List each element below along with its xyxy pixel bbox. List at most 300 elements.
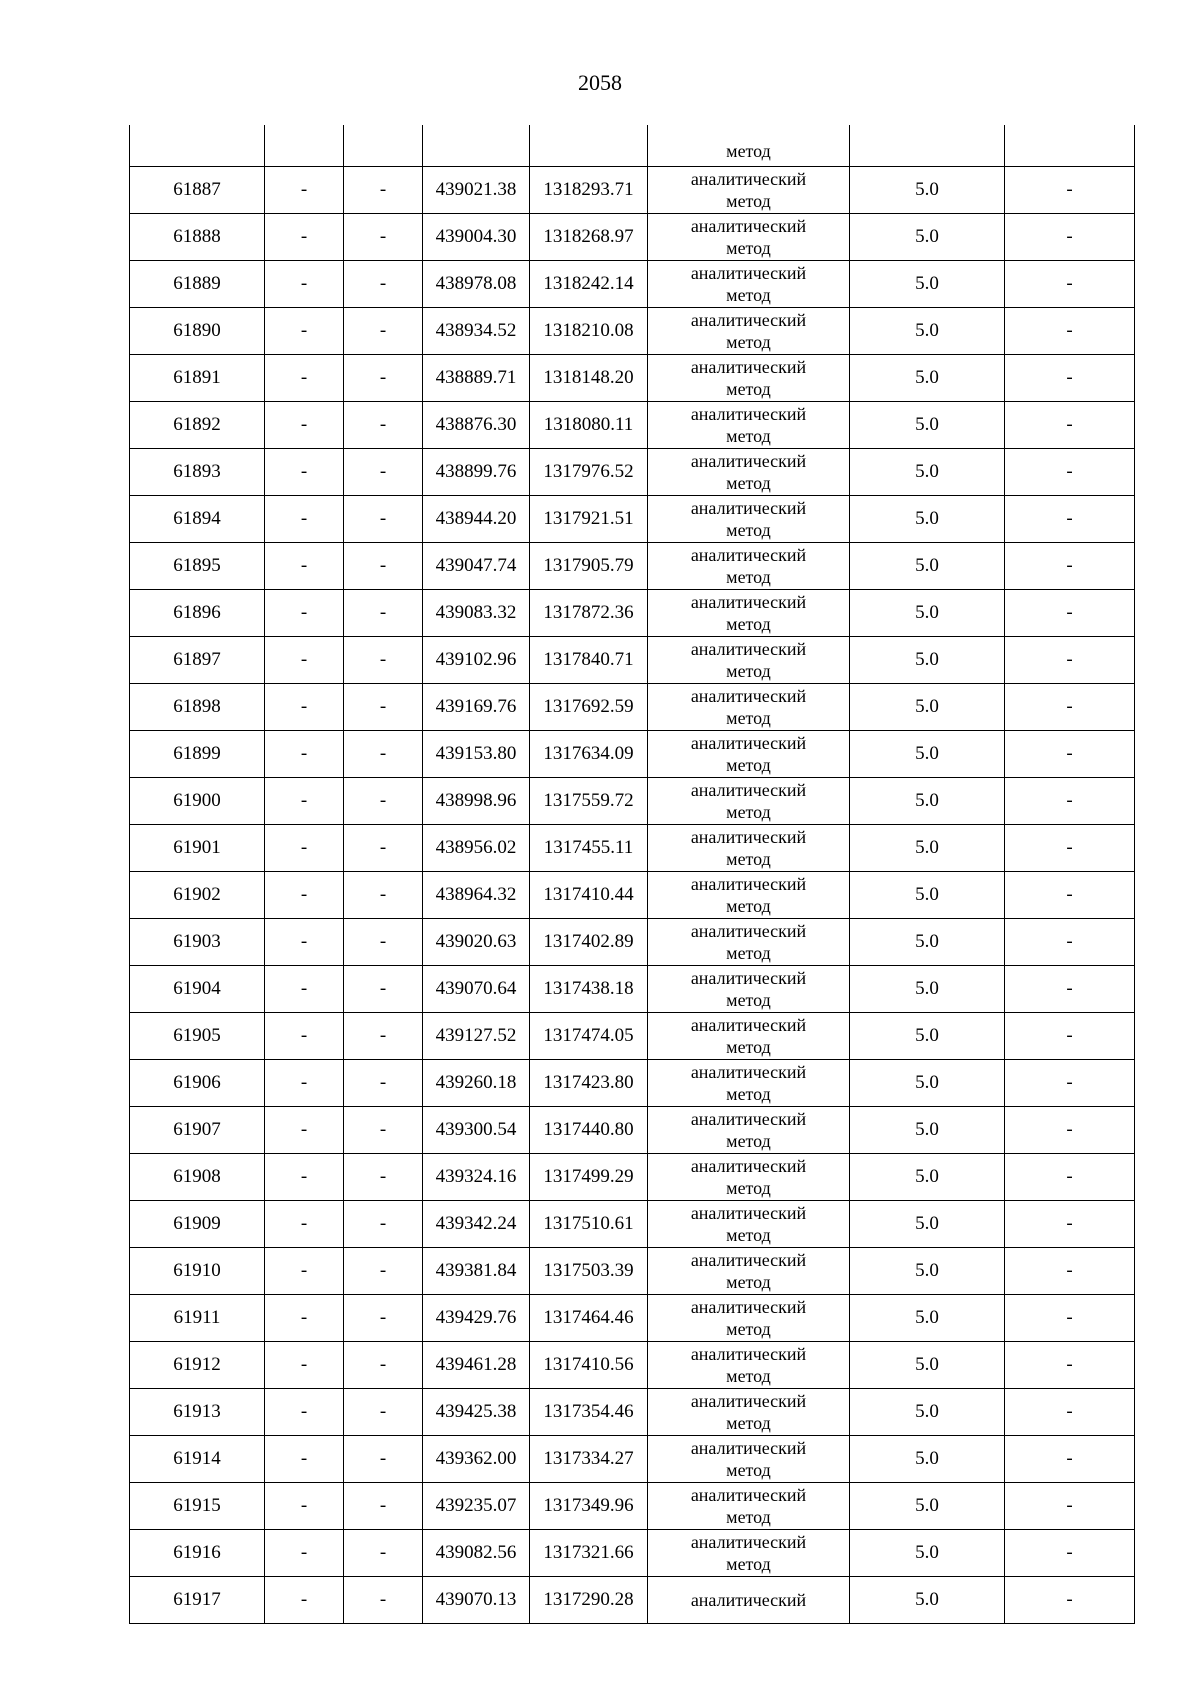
cell-col2: - [265,402,344,449]
method-line-2: метод [726,708,771,728]
method-line-2: метод [726,1084,771,1104]
cell-method [648,1483,850,1530]
page-number: 2058 [578,70,622,95]
cell-col3: - [344,1342,423,1389]
cell-point-id: 61903 [130,919,265,966]
cell-col8: - [1005,731,1135,778]
method-line-2: метод [726,614,771,634]
cell-precision: 5.0 [850,919,1005,966]
cell-col8: - [1005,966,1135,1013]
cell-method [648,214,850,261]
cell-y: 1317840.71 [530,637,648,684]
method-line-2: метод [726,1319,771,1339]
cell-point-id: 61915 [130,1483,265,1530]
cell-point-id: 61909 [130,1201,265,1248]
cell-x: 439102.96 [423,637,530,684]
cell-x: 439082.56 [423,1530,530,1577]
cell-method [648,1060,850,1107]
table-row [130,731,1135,778]
cell-x: 439169.76 [423,684,530,731]
cell-y: 1317455.11 [530,825,648,872]
table-row [130,1248,1135,1295]
cell-col2: - [265,1342,344,1389]
cell-point-id: 61892 [130,402,265,449]
table-row [130,1436,1135,1483]
cell-y: 1317692.59 [530,684,648,731]
cell-x: 439070.64 [423,966,530,1013]
cell-col8: - [1005,496,1135,543]
method-line-1: аналитический [690,545,807,565]
cell-y: 1317349.96 [530,1483,648,1530]
table-row [130,1577,1135,1624]
cell-x: 439260.18 [423,1060,530,1107]
cell-col8: - [1005,684,1135,731]
cell-point-id: 61906 [130,1060,265,1107]
cell-col2: - [265,919,344,966]
cell-col2: - [265,778,344,825]
cell-y: 1317464.46 [530,1295,648,1342]
cell-point-id: 61914 [130,1436,265,1483]
cell-col2: - [265,1060,344,1107]
cell-col2: - [265,261,344,308]
cell-col2 [265,125,344,167]
cell-col3: - [344,402,423,449]
cell-col8: - [1005,543,1135,590]
cell-point-id: 61901 [130,825,265,872]
cell-y: 1318148.20 [530,355,648,402]
cell-x: 439381.84 [423,1248,530,1295]
cell-y: 1317474.05 [530,1013,648,1060]
cell-y: 1317559.72 [530,778,648,825]
cell-x: 439153.80 [423,731,530,778]
cell-col8: - [1005,1389,1135,1436]
cell-precision: 5.0 [850,543,1005,590]
cell-method [648,1530,850,1577]
cell-y [530,125,648,167]
method-line-1: аналитический [690,1391,807,1411]
cell-precision: 5.0 [850,684,1005,731]
cell-x [423,125,530,167]
method-line-1: аналитический [690,1590,807,1610]
cell-x: 438876.30 [423,402,530,449]
cell-col3: - [344,543,423,590]
cell-col2: - [265,543,344,590]
cell-col8: - [1005,1013,1135,1060]
table-row [130,1483,1135,1530]
method-line-2: метод [726,567,771,587]
cell-col8: - [1005,637,1135,684]
cell-col8: - [1005,261,1135,308]
cell-col8: - [1005,214,1135,261]
cell-col2: - [265,1483,344,1530]
method-line-1: аналитический [690,780,807,800]
cell-col2: - [265,496,344,543]
cell-y: 1317976.52 [530,449,648,496]
method-line-2: метод [726,802,771,822]
cell-precision: 5.0 [850,637,1005,684]
cell-col8: - [1005,778,1135,825]
method-line-1: аналитический [690,1532,807,1552]
cell-y: 1318242.14 [530,261,648,308]
cell-precision: 5.0 [850,778,1005,825]
cell-point-id [130,125,265,167]
table-row-continued [130,125,1135,167]
table-row [130,1013,1135,1060]
cell-method [648,1248,850,1295]
cell-x: 439004.30 [423,214,530,261]
method-line-2: метод [726,1460,771,1480]
method-line-1: аналитический [690,310,807,330]
table-row [130,872,1135,919]
cell-y: 1317410.44 [530,872,648,919]
table-row [130,1107,1135,1154]
cell-y: 1317438.18 [530,966,648,1013]
cell-precision: 5.0 [850,1201,1005,1248]
cell-precision: 5.0 [850,1342,1005,1389]
method-line-1: аналитический [690,1438,807,1458]
cell-col3: - [344,966,423,1013]
cell-point-id: 61911 [130,1295,265,1342]
cell-precision: 5.0 [850,1248,1005,1295]
cell-col8: - [1005,1342,1135,1389]
cell-y: 1317634.09 [530,731,648,778]
method-line-1: аналитический [690,686,807,706]
cell-point-id: 61897 [130,637,265,684]
cell-precision: 5.0 [850,402,1005,449]
table-row [130,308,1135,355]
cell-col8: - [1005,1248,1135,1295]
cell-col3: - [344,919,423,966]
cell-precision: 5.0 [850,731,1005,778]
method-line-1: аналитический [690,404,807,424]
cell-col8: - [1005,1530,1135,1577]
cell-precision: 5.0 [850,1060,1005,1107]
cell-method [648,731,850,778]
cell-precision: 5.0 [850,825,1005,872]
cell-x: 439342.24 [423,1201,530,1248]
table-row [130,1295,1135,1342]
cell-x: 439070.13 [423,1577,530,1624]
cell-col3: - [344,1013,423,1060]
cell-col2: - [265,167,344,214]
cell-point-id: 61912 [130,1342,265,1389]
cell-col8: - [1005,449,1135,496]
cell-method [648,684,850,731]
table-row [130,684,1135,731]
table-row [130,402,1135,449]
cell-method [648,590,850,637]
cell-col3: - [344,167,423,214]
cell-y: 1317905.79 [530,543,648,590]
cell-col3: - [344,825,423,872]
method-line-1: аналитический [690,827,807,847]
cell-method [648,966,850,1013]
table-row [130,543,1135,590]
cell-col8: - [1005,919,1135,966]
cell-point-id: 61888 [130,214,265,261]
cell-method [648,872,850,919]
method-line-1: аналитический [690,592,807,612]
method-line-2: метод [726,661,771,681]
cell-y: 1317402.89 [530,919,648,966]
cell-precision [850,125,1005,167]
table-row [130,825,1135,872]
method-line-1: аналитический [690,1250,807,1270]
method-line-2: метод [726,1366,771,1386]
cell-point-id: 61907 [130,1107,265,1154]
cell-x: 439127.52 [423,1013,530,1060]
method-line-1: аналитический [690,216,807,236]
cell-col8 [1005,125,1135,167]
cell-col8: - [1005,1577,1135,1624]
method-line-1: аналитический [690,1062,807,1082]
cell-col2: - [265,731,344,778]
cell-col8: - [1005,1201,1135,1248]
cell-col2: - [265,1295,344,1342]
cell-col3: - [344,872,423,919]
cell-y: 1317499.29 [530,1154,648,1201]
method-line-1: аналитический [690,1203,807,1223]
cell-col3: - [344,308,423,355]
cell-precision: 5.0 [850,1389,1005,1436]
method-line-2: метод [726,1178,771,1198]
cell-x: 439362.00 [423,1436,530,1483]
cell-method [648,919,850,966]
cell-precision: 5.0 [850,590,1005,637]
cell-y: 1317334.27 [530,1436,648,1483]
cell-col8: - [1005,1107,1135,1154]
cell-col8: - [1005,355,1135,402]
method-line-2: метод [726,849,771,869]
cell-point-id: 61898 [130,684,265,731]
method-line-1: аналитический [690,169,807,189]
cell-precision: 5.0 [850,966,1005,1013]
table-row [130,919,1135,966]
cell-point-id: 61887 [130,167,265,214]
table-row [130,637,1135,684]
table-row [130,449,1135,496]
cell-col8: - [1005,825,1135,872]
cell-x: 438944.20 [423,496,530,543]
table-row [130,355,1135,402]
cell-precision: 5.0 [850,355,1005,402]
cell-col3: - [344,731,423,778]
cell-method [648,1201,850,1248]
cell-method [648,778,850,825]
cell-col3: - [344,1577,423,1624]
cell-method [648,355,850,402]
cell-point-id: 61893 [130,449,265,496]
method-line-2: метод [726,990,771,1010]
cell-col3: - [344,1483,423,1530]
method-line-2: метод [726,1037,771,1057]
method-line-2: метод [726,1554,771,1574]
cell-point-id: 61904 [130,966,265,1013]
cell-method [648,825,850,872]
table-row [130,1530,1135,1577]
cell-method [648,1577,850,1624]
cell-x: 438899.76 [423,449,530,496]
cell-precision: 5.0 [850,496,1005,543]
cell-y: 1317321.66 [530,1530,648,1577]
cell-col8: - [1005,1060,1135,1107]
cell-precision: 5.0 [850,1483,1005,1530]
table-row [130,1154,1135,1201]
cell-col2: - [265,449,344,496]
cell-x: 439021.38 [423,167,530,214]
cell-precision: 5.0 [850,308,1005,355]
cell-col2: - [265,1201,344,1248]
cell-col2: - [265,1013,344,1060]
cell-col3: - [344,1295,423,1342]
method-line-1: аналитический [690,874,807,894]
cell-point-id: 61895 [130,543,265,590]
cell-y: 1317440.80 [530,1107,648,1154]
cell-col3: - [344,1436,423,1483]
method-line-2: метод [726,426,771,446]
cell-col8: - [1005,1483,1135,1530]
cell-x: 439047.74 [423,543,530,590]
cell-col8: - [1005,1154,1135,1201]
method-line-1: аналитический [690,733,807,753]
method-line-2: метод [726,755,771,775]
cell-col8: - [1005,402,1135,449]
method-line-2: метод [726,1272,771,1292]
cell-col2: - [265,637,344,684]
method-line-2: метод [726,896,771,916]
cell-point-id: 61917 [130,1577,265,1624]
cell-col8: - [1005,872,1135,919]
cell-col3: - [344,1154,423,1201]
cell-y: 1318210.08 [530,308,648,355]
cell-point-id: 61899 [130,731,265,778]
cell-y: 1317503.39 [530,1248,648,1295]
cell-col2: - [265,684,344,731]
cell-col8: - [1005,590,1135,637]
cell-method [648,261,850,308]
method-line-1: аналитический [690,1109,807,1129]
cell-col2: - [265,1248,344,1295]
cell-point-id: 61889 [130,261,265,308]
cell-col8: - [1005,1295,1135,1342]
cell-col2: - [265,1389,344,1436]
cell-method [648,449,850,496]
cell-x: 439300.54 [423,1107,530,1154]
cell-col3: - [344,1060,423,1107]
cell-precision: 5.0 [850,449,1005,496]
cell-point-id: 61894 [130,496,265,543]
method-line-1: аналитический [690,639,807,659]
cell-y: 1318268.97 [530,214,648,261]
cell-method [648,496,850,543]
cell-point-id: 61908 [130,1154,265,1201]
cell-point-id: 61913 [130,1389,265,1436]
method-line-2: метод [726,943,771,963]
cell-y: 1317290.28 [530,1577,648,1624]
cell-col2: - [265,966,344,1013]
cell-method [648,308,850,355]
cell-precision: 5.0 [850,872,1005,919]
method-line-1: аналитический [690,451,807,471]
table-body [130,125,1135,1624]
cell-method [648,543,850,590]
cell-col3: - [344,214,423,261]
cell-col3: - [344,496,423,543]
cell-col2: - [265,825,344,872]
method-line-2: метод [726,520,771,540]
cell-method [648,637,850,684]
cell-col2: - [265,355,344,402]
cell-col2: - [265,1577,344,1624]
cell-x: 439425.38 [423,1389,530,1436]
cell-y: 1318080.11 [530,402,648,449]
cell-col2: - [265,1107,344,1154]
cell-point-id: 61905 [130,1013,265,1060]
table-row [130,966,1135,1013]
cell-col8: - [1005,308,1135,355]
cell-x: 438934.52 [423,308,530,355]
cell-point-id: 61900 [130,778,265,825]
method-line-2: метод [726,379,771,399]
method-line-2: метод [726,332,771,352]
cell-col2: - [265,214,344,261]
table-row [130,1342,1135,1389]
cell-col2: - [265,1154,344,1201]
cell-col3: - [344,1530,423,1577]
cell-precision: 5.0 [850,1577,1005,1624]
cell-x: 438964.32 [423,872,530,919]
cell-x: 438978.08 [423,261,530,308]
cell-y: 1317510.61 [530,1201,648,1248]
method-line-1: аналитический [690,1015,807,1035]
cell-x: 438956.02 [423,825,530,872]
cell-precision: 5.0 [850,1295,1005,1342]
method-line-1: аналитический [690,1156,807,1176]
cell-method [648,1013,850,1060]
cell-y: 1317423.80 [530,1060,648,1107]
method-line-2: метод [726,1225,771,1245]
method-line-1: аналитический [690,498,807,518]
cell-col2: - [265,308,344,355]
cell-precision: 5.0 [850,214,1005,261]
cell-method: метод [648,125,850,167]
method-line-1: аналитический [690,1297,807,1317]
cell-col8: - [1005,1436,1135,1483]
cell-col3: - [344,261,423,308]
cell-col3: - [344,778,423,825]
cell-col3 [344,125,423,167]
method-line-1: аналитический [690,1344,807,1364]
cell-col3: - [344,355,423,402]
cell-col3: - [344,449,423,496]
cell-precision: 5.0 [850,167,1005,214]
method-line-1: аналитический [690,968,807,988]
cell-precision: 5.0 [850,1013,1005,1060]
method-line-1: аналитический [690,357,807,377]
cell-method [648,1107,850,1154]
cell-col2: - [265,872,344,919]
method-line-1: аналитический [690,921,807,941]
cell-col3: - [344,1248,423,1295]
cell-point-id: 61916 [130,1530,265,1577]
table-row [130,1389,1135,1436]
table-row [130,778,1135,825]
method-line-2: метод [726,1507,771,1527]
table-row [130,1060,1135,1107]
cell-method [648,1295,850,1342]
method-line-2: метод [726,238,771,258]
cell-point-id: 61902 [130,872,265,919]
